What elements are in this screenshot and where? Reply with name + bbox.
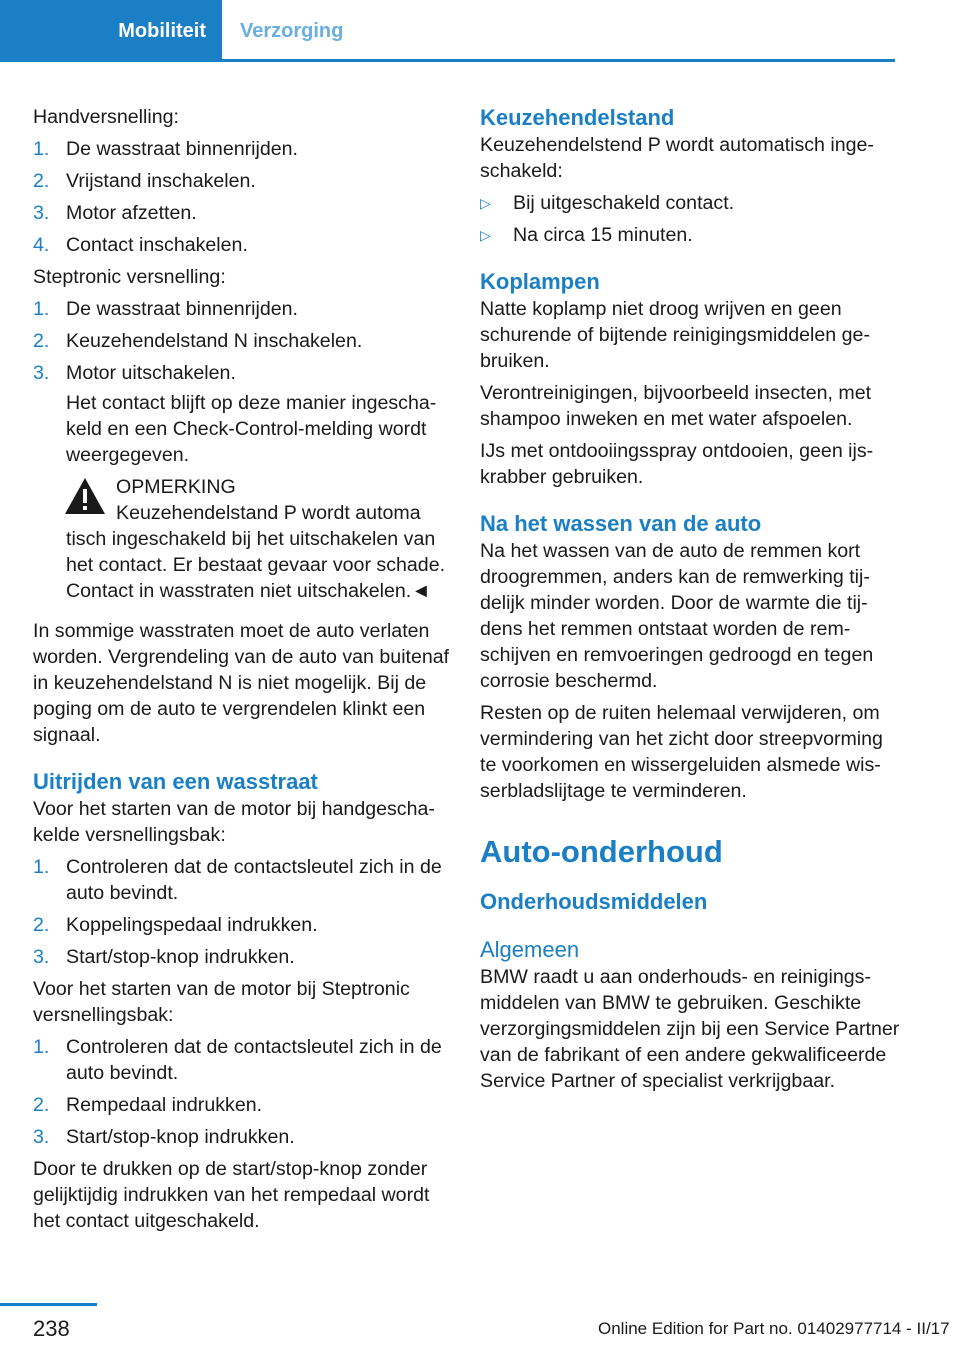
page-number: 238 xyxy=(33,1316,70,1341)
triangle-bullet-icon: ▷ xyxy=(480,227,491,243)
subchapter-heading: Onderhoudsmiddelen xyxy=(480,889,708,914)
numbered-list xyxy=(33,1034,453,1150)
tab-verzorging[interactable]: Verzorging xyxy=(240,20,344,42)
list-item-text: Start/stop-knop indrukken. xyxy=(66,946,295,968)
list-item xyxy=(33,854,453,906)
list-item xyxy=(480,190,900,216)
list-item xyxy=(33,360,453,468)
list-item-text: Contact inschakelen. xyxy=(66,234,248,256)
numbered-list xyxy=(33,136,453,258)
list-item xyxy=(33,1092,453,1118)
paragraph: Handversnelling: xyxy=(33,106,179,128)
numbered-list xyxy=(33,854,453,970)
list-item xyxy=(33,296,453,322)
numbered-list xyxy=(33,296,453,468)
right-column xyxy=(480,104,900,1100)
section-heading: Keuzehendelstand xyxy=(480,105,675,130)
list-item-text: Motor uitschakelen. xyxy=(66,362,236,384)
list-item-text: Koppelingspedaal indrukken. xyxy=(66,914,318,936)
list-item-text: Start/stop-knop indrukken. xyxy=(66,1126,295,1148)
left-column xyxy=(33,104,453,1240)
list-number: 2. xyxy=(33,914,50,936)
note-title: OPMERKING xyxy=(116,476,236,498)
list-item xyxy=(33,1034,453,1086)
list-item-text: De wasstraat binnenrijden. xyxy=(66,138,298,160)
section-heading: Algemeen xyxy=(480,937,580,962)
list-item xyxy=(33,168,453,194)
list-number: 1. xyxy=(33,856,50,878)
list-item xyxy=(33,328,453,354)
list-item xyxy=(33,232,453,258)
list-item xyxy=(480,222,900,248)
list-item-text: Motor afzetten. xyxy=(66,202,197,224)
footer-divider xyxy=(0,1303,97,1306)
list-item-text: Bij uitgeschakeld contact. xyxy=(513,192,735,214)
paragraph: Voor het starten van de motor bij Steptronic versnellingsbak: xyxy=(33,978,410,1026)
paragraph: Keuzehendelstend P wordt automatisch ingeschakeld: xyxy=(480,134,874,182)
paragraph: Na het wassen van de auto de remmen kort droogremmen, anders kan de remwerking tijdelijk minder worden. Door de warmte die tijdens het remmen ontstaat worden de remschijven en remvoeringen gedroogd en tegen corrosie beschermd. xyxy=(480,540,874,692)
list-number: 2. xyxy=(33,330,50,352)
triangle-bullet-icon: ▷ xyxy=(480,195,491,211)
bullet-list xyxy=(480,190,900,248)
list-number: 1. xyxy=(33,298,50,320)
list-item-text: Vrijstand inschakelen. xyxy=(66,170,256,192)
list-item-subtext: Het contact blijft op deze manier ingeschakeld en een Check-Control-melding wordt weergegeven. xyxy=(66,392,437,466)
paragraph: In sommige wasstraten moet de auto verlaten worden. Vergrendeling van de auto van buitenaf in keuzehendelstand N is niet mogelijk. Bij de poging om de auto te vergrendelen klinkt een signaal. xyxy=(33,620,450,746)
edition-note: Online Edition for Part no. 01402977714 - II/17 xyxy=(598,1319,950,1338)
list-item-text: Controleren dat de contactsleutel zich in de auto bevindt. xyxy=(66,856,442,904)
paragraph: Verontreinigingen, bijvoorbeeld insecten, met shampoo inweken en met water afspoelen. xyxy=(480,382,872,430)
section-heading: Koplampen xyxy=(480,269,600,294)
list-item xyxy=(33,136,453,162)
list-number: 4. xyxy=(33,234,50,256)
paragraph: Natte koplamp niet droog wrijven en geen schurende of bijtende reinigingsmiddelen gebruiken. xyxy=(480,298,870,372)
tab-mobiliteit[interactable]: Mobiliteit xyxy=(0,0,222,59)
list-item-text: Keuzehendelstand N inschakelen. xyxy=(66,330,363,352)
list-number: 2. xyxy=(33,170,50,192)
list-number: 3. xyxy=(33,202,50,224)
list-number: 3. xyxy=(33,362,50,384)
list-number: 1. xyxy=(33,138,50,160)
paragraph: Resten op de ruiten helemaal verwijderen, om vermindering van het zicht door streepvorming te voorkomen en wissergeluiden alsmede wisserbladslijtage te verminderen. xyxy=(480,702,883,802)
warning-triangle-icon xyxy=(63,476,107,516)
list-item xyxy=(33,944,453,970)
list-number: 1. xyxy=(33,1036,50,1058)
section-heading: Uitrijden van een wasstraat xyxy=(33,769,318,794)
list-item-text: Rempedaal indrukken. xyxy=(66,1094,263,1116)
note-text: tisch ingeschakeld bij het uitschakelen van het contact. Er bestaat gevaar voor schade. Contact in wasstraten niet uitschakelen.◄ xyxy=(66,528,446,602)
list-number: 3. xyxy=(33,946,50,968)
warning-note xyxy=(33,474,453,604)
list-item-text: De wasstraat binnenrijden. xyxy=(66,298,298,320)
note-line: Keuzehendelstand P wordt automa xyxy=(116,502,421,524)
chapter-heading: Auto-onderhoud xyxy=(480,834,723,869)
paragraph: Steptronic versnelling: xyxy=(33,266,226,288)
list-number: 3. xyxy=(33,1126,50,1148)
list-number: 2. xyxy=(33,1094,50,1116)
paragraph: IJs met ontdooiingsspray ontdooien, geen ijskrabber gebruiken. xyxy=(480,440,874,488)
list-item xyxy=(33,1124,453,1150)
list-item xyxy=(33,912,453,938)
paragraph: Voor het starten van de motor bij handgeschakelde versnellingsbak: xyxy=(33,798,435,846)
paragraph: BMW raadt u aan onderhouds- en reinigingsmiddelen van BMW te gebruiken. Geschikte verzorgingsmiddelen zijn bij een Service Partner van de fabrikant of een andere gekwalificeerde Service Partner of specialist verkrijgbaar. xyxy=(480,966,900,1092)
section-heading: Na het wassen van de auto xyxy=(480,511,762,536)
list-item-text: Na circa 15 minuten. xyxy=(513,224,693,246)
header-bar xyxy=(0,0,895,62)
paragraph: Door te drukken op de start/stop-knop zonder gelijktijdig indrukken van het rempedaal wordt het contact uitgeschakeld. xyxy=(33,1158,430,1232)
list-item xyxy=(33,200,453,226)
list-item-text: Controleren dat de contactsleutel zich in de auto bevindt. xyxy=(66,1036,442,1084)
